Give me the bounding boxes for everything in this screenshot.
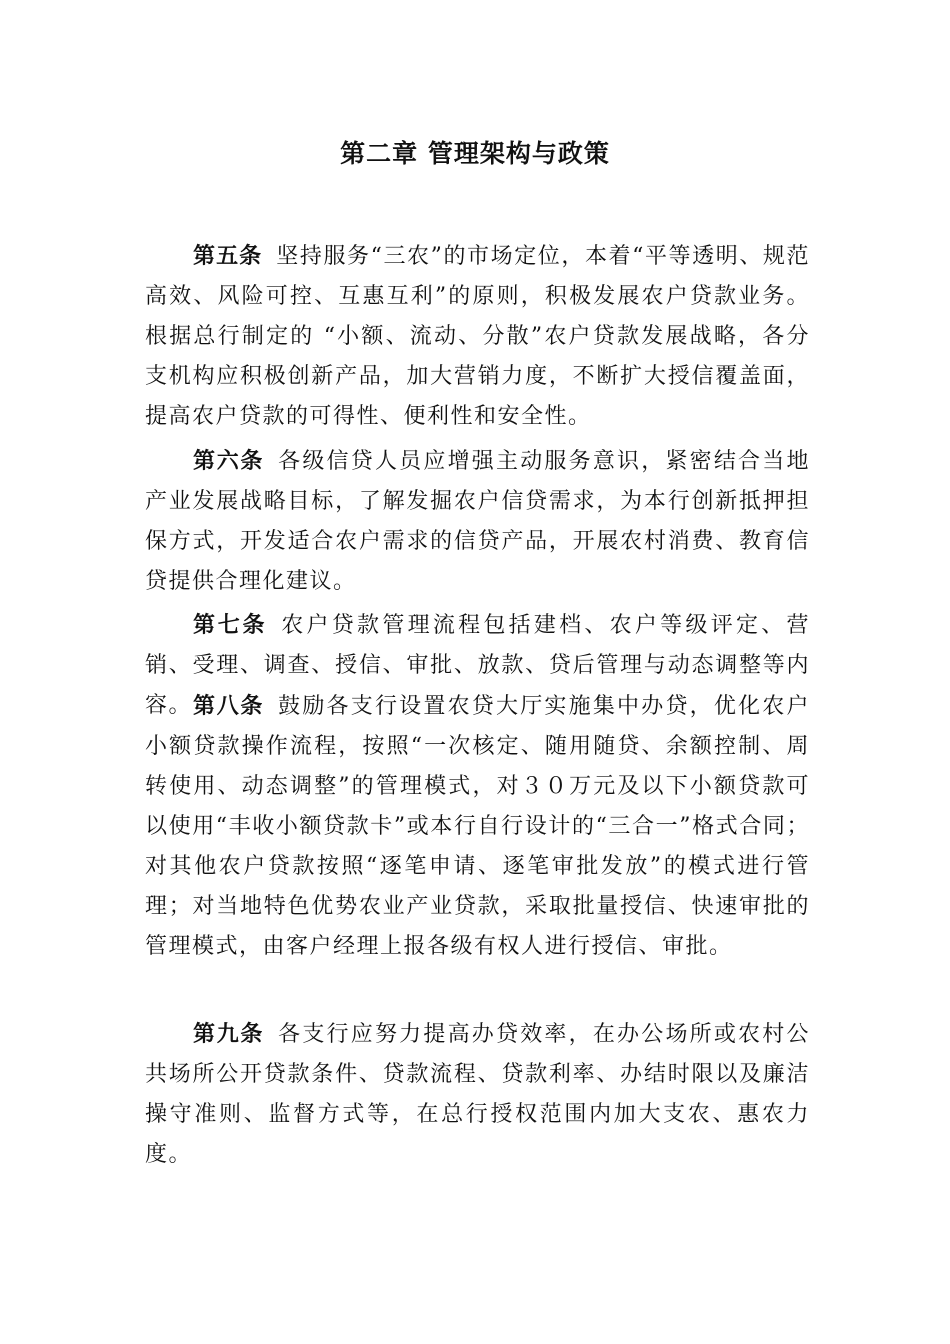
article-9-label: 第九条 (193, 1022, 265, 1047)
article-8-text: 鼓励各支行设置农贷大厅实施集中办贷，优化农户小额贷款操作流程，按照“一次核定、随用随贷、余额控制、周转使用、动态调整”的管理模式，对３０万元及以下小额贷款可以使用“丰收小额贷款卡”或本行自行设计的“三合一”格式合同；对其他农户贷款按照“逐笔申请、逐笔审批发放”的模式进行管理；对当地特色优势农业产业贷款，采取批量授信、快速审批的管理模式，由客户经理上报各级有权人进行授信、审批。 (145, 694, 810, 959)
article-5-text: 坚持服务“三农”的市场定位，本着“平等透明、规范高效、风险可控、互惠互利”的原则，积极发展农户贷款业务。根据总行制定的 “小额、流动、分散”农户贷款发展战略，各分支机构应积极创新产品，加大营销力度，不断扩大授信覆盖面，提高农户贷款的可得性、便利性和安全性。 (145, 244, 810, 429)
article-8-label: 第八条 (193, 694, 265, 719)
article-7-text: 农户贷款管理流程包括建档、农户等级评定、营销、受理、调查、授信、审批、放款、贷后管理与动态调整等内容。 (145, 613, 810, 718)
article-8 (145, 687, 810, 967)
article-6 (145, 442, 810, 602)
article-5-label: 第五条 (193, 244, 263, 269)
article-9-text: 各支行应努力提高办贷效率，在办公场所或农村公共场所公开贷款条件、贷款流程、贷款利率、办结时限以及廉洁操守准则、监督方式等，在总行授权范围内加大支农、惠农力度。 (145, 1022, 810, 1167)
article-7-label: 第七条 (193, 613, 268, 638)
article-9 (145, 1015, 810, 1175)
article-6-label: 第六条 (193, 449, 265, 474)
chapter-title: 第二章 管理架构与政策 (340, 139, 610, 168)
article-6-text: 各级信贷人员应增强主动服务意识，紧密结合当地产业发展战略目标，了解发掘农户信贷需求，为本行创新抵押担保方式，开发适合农户需求的信贷产品，开展农村消费、教育信贷提供合理化建议。 (145, 449, 810, 594)
article-5 (145, 237, 810, 437)
